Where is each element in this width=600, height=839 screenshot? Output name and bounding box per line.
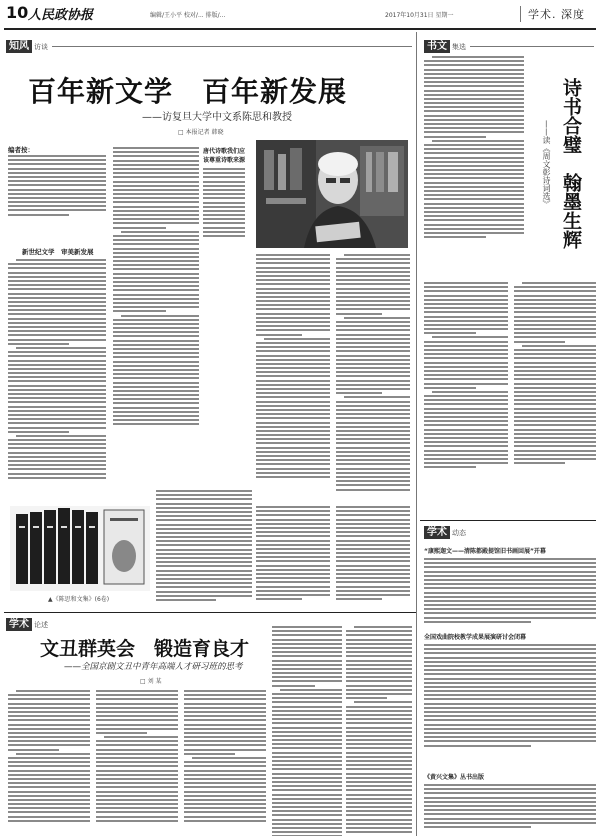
news-section-tag-sub: 动态 <box>452 529 466 537</box>
portrait-photo <box>256 140 408 248</box>
bottom-col-2 <box>96 690 178 836</box>
intro-heading: 编者按： <box>8 146 34 154</box>
right-section-tag: 书文 <box>424 40 450 53</box>
news-item-2-text <box>424 644 596 764</box>
news-item-1-text <box>424 558 596 630</box>
col4-text <box>336 254 410 504</box>
right-section-tag-sub: 集选 <box>452 43 466 51</box>
side-text <box>203 168 245 248</box>
issue-date: 2017年10月31日 星期一 <box>385 12 454 19</box>
main-title: 百年新文学 百年新发展 <box>28 75 348 108</box>
col4-text-bottom <box>336 506 410 610</box>
right-col-divider-bottom <box>416 632 417 836</box>
main-byline: □ 本报记者 韩晓 <box>178 129 224 136</box>
col3-text-bottom <box>256 506 330 610</box>
review-subtitle: ——读《周文彰诗词选》 <box>542 120 551 208</box>
bottom-title: 文丑群英会 锻造育良才 <box>40 638 250 660</box>
bottom-col-4 <box>272 626 342 836</box>
right-tag-rule <box>470 46 594 47</box>
right-col-b <box>424 282 508 502</box>
col2-text-top <box>113 147 199 487</box>
news-item-1-title: “康熙迦文——清陈都殿提馆旧书画回展”开幕 <box>424 548 546 555</box>
news-item-3-text <box>424 784 596 836</box>
right-col-c <box>514 282 596 502</box>
bottom-section-tag-sub: 论述 <box>34 621 48 629</box>
side-heading: 唐代诗歌我们应该尊重诗歌来源 <box>203 148 246 164</box>
bottom-col-1 <box>8 690 90 836</box>
section-tag: 知风 <box>6 40 32 53</box>
bottom-col-3 <box>184 690 266 836</box>
bottom-col-5 <box>346 626 412 836</box>
right-col-a <box>424 56 524 276</box>
section-label: 学术. 深度 <box>528 8 585 21</box>
bottom-byline: □ 刘 某 <box>140 678 162 685</box>
news-item-2-title: 全国戏曲院校教学成果展演研讨会闭幕 <box>424 634 527 641</box>
right-mid-rule <box>420 520 596 521</box>
tag-rule <box>52 46 412 47</box>
main-subtitle: ——访复旦大学中文系陈思和教授 <box>142 112 292 123</box>
col3-text <box>256 254 330 504</box>
review-title: 诗书合璧 翰墨生辉 <box>560 78 582 249</box>
editors-line: 编辑/王小平 校对/... 排版/... <box>150 12 226 19</box>
news-section-tag: 学术 <box>424 526 450 539</box>
bottom-section-tag: 学术 <box>6 618 32 631</box>
masthead-rule <box>4 28 596 30</box>
col2-text-bottom <box>156 490 252 610</box>
section-tag-sub: 访谈 <box>34 43 48 51</box>
subheading-1: 新世纪文学 审美新发展 <box>22 248 94 256</box>
news-item-3-title: 《黄兴文集》丛书出版 <box>424 774 485 781</box>
masthead-divider <box>520 6 521 22</box>
page-number: 10 <box>6 3 29 22</box>
column-divider <box>416 32 417 632</box>
bottom-rule <box>4 612 416 613</box>
col1-text <box>8 259 106 504</box>
intro-text <box>8 155 106 225</box>
masthead <box>0 0 600 28</box>
book-set-photo <box>10 506 150 591</box>
bottom-subtitle: ——全国京剧文丑中青年高端人才研习班的思考 <box>64 662 243 672</box>
paper-name: 人民政协报 <box>28 8 94 23</box>
book-caption: ▲《陈思和文集》(6卷) <box>48 596 110 603</box>
